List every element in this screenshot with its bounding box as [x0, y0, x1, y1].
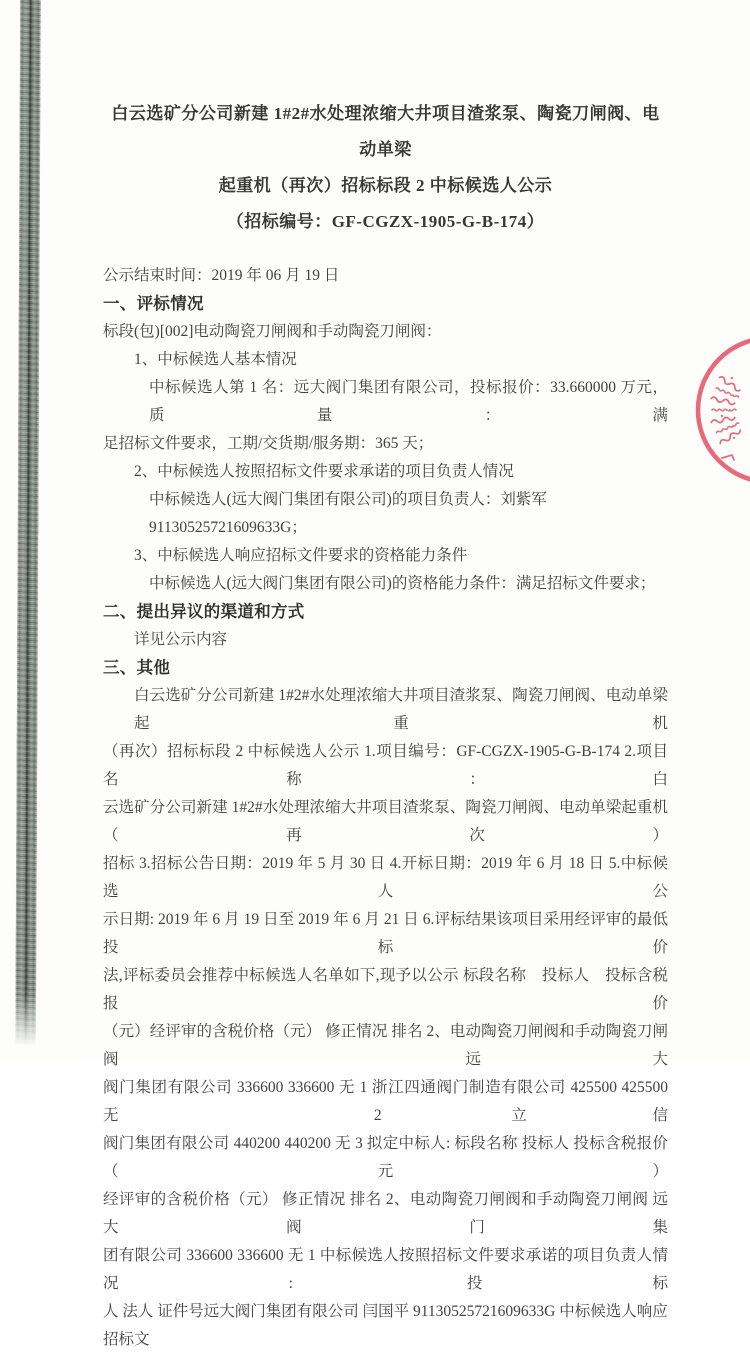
section-2-heading: 二、提出异议的渠道和方式 [103, 602, 305, 621]
doc-line: 示日期: 2019 年 6 月 19 日至 2019 年 6 月 21 日 6.评标结果该项目采用经评审的最低投标价 [103, 911, 668, 956]
doc-line: 足招标文件要求，工期/交货期/服务期：365 天； [103, 435, 434, 452]
doc-title-line-1: 白云选矿分公司新建 1#2#水处理浓缩大井项目渣浆泵、陶瓷刀闸阀、电动单梁 [111, 104, 660, 159]
publicity-end-time: 公示结束时间：2019 年 06 月 19 日 [103, 267, 340, 284]
doc-line: 团有限公司 336600 336600 无 1 中标候选人按照招标文件要求承诺的项目负责人情况: 投标 [103, 1247, 668, 1292]
doc-title-line-3-tender-number: （招标编号：GF-CGZX-1905-G-B-174） [226, 212, 545, 231]
doc-line: 阀门集团有限公司 336600 336600 无 1 浙江四通阀门制造有限公司 425500 425500 无 2 立信 [103, 1079, 668, 1124]
section-1-heading: 一、评标情况 [103, 294, 204, 313]
doc-line: 3、中标候选人响应招标文件要求的资格能力条件 [134, 547, 468, 564]
doc-line: 法,评标委员会推荐中标候选人名单如下,现予以公示 标段名称 投标人 投标含税报价 [103, 967, 668, 1012]
doc-title-line-2: 起重机（再次）招标标段 2 中标候选人公示 [218, 176, 553, 195]
doc-line: 详见公示内容 [134, 631, 228, 648]
doc-line: 标段(包)[002]电动陶瓷刀闸阀和手动陶瓷刀闸阀： [103, 323, 442, 340]
doc-line: 云选矿分公司新建 1#2#水处理浓缩大井项目渣浆泵、陶瓷刀闸阀、电动单梁起重机（再次） [103, 799, 668, 844]
doc-line: 中标候选人(远大阀门集团有限公司)的资格能力条件：满足招标文件要求； [149, 575, 656, 592]
doc-line: 中标候选人(远大阀门集团有限公司)的项目负责人：刘紫军 91130525721609633G； [149, 491, 547, 536]
doc-line: 人 法人 证件号远大阀门集团有限公司 闫国平 91130525721609633G 中标候选人响应招标文 [103, 1303, 668, 1348]
doc-line: 2、中标候选人按照招标文件要求承诺的项目负责人情况 [134, 463, 514, 480]
document-body [103, 0, 668, 1354]
document-title [103, 96, 668, 240]
doc-line: 1、中标候选人基本情况 [134, 351, 297, 368]
binding-spine-texture [15, 0, 41, 1046]
doc-line: 白云选矿分公司新建 1#2#水处理浓缩大井项目渣浆泵、陶瓷刀闸阀、电动单梁起重机 [134, 687, 668, 732]
doc-line: 招标 3.招标公告日期：2019 年 5 月 30 日 4.开标日期：2019 年 6 月 18 日 5.中标候选人公 [103, 855, 668, 900]
doc-line: （元）经评审的含税价格（元） 修正情况 排名 2、电动陶瓷刀闸阀和手动陶瓷刀闸阀 远大 [103, 1023, 668, 1068]
official-seal-icon [692, 338, 750, 486]
doc-line: 经评审的含税价格（元） 修正情况 排名 2、电动陶瓷刀闸阀和手动陶瓷刀闸阀 远大阀门集 [103, 1191, 668, 1236]
doc-line: （再次）招标标段 2 中标候选人公示 1.项目编号：GF-CGZX-1905-G-B-174 2.项目名称：白 [103, 743, 668, 788]
doc-line: 中标候选人第 1 名：远大阀门集团有限公司，投标报价：33.660000 万元，质量：满 [149, 379, 668, 424]
doc-line: 阀门集团有限公司 440200 440200 无 3 拟定中标人: 标段名称 投标人 投标含税报价（元） [103, 1135, 668, 1180]
section-3-heading: 三、其他 [103, 658, 171, 677]
